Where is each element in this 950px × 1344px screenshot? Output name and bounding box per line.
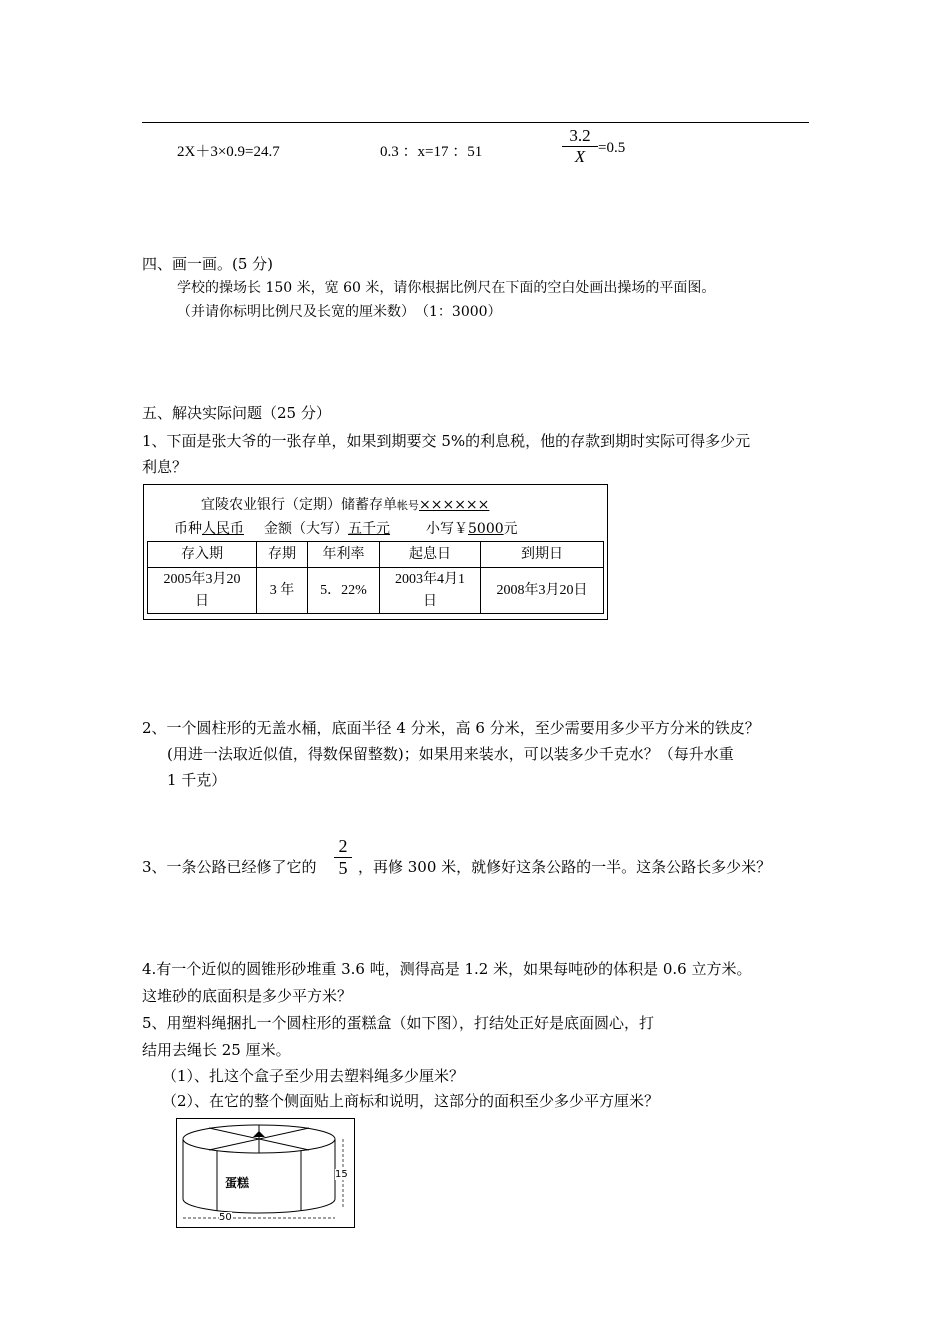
equation-3-fraction xyxy=(562,126,598,167)
section4-line2: （并请你标明比例尺及长宽的厘米数） （1：3000） xyxy=(177,304,502,320)
q2-line1: 2、一个圆柱形的无盖水桶，底面半径 4 分米，高 6 分米，至少需要用多少平方分米的铁皮？ xyxy=(142,719,760,737)
q3-post: ，再修 300 米，就修好这条公路的一半。这条公路长多少米？ xyxy=(358,858,772,876)
q2-line2: (用进一法取近似值，得数保留整数)；如果用来装水，可以装多少千克水？（每升水重 xyxy=(167,745,734,763)
q5-line1: 5、用塑料绳捆扎一个圆柱形的蛋糕盒（如下图），打结处正好是底面圆心，打 xyxy=(142,1014,655,1032)
slip-currency-value: 人民币 xyxy=(202,521,244,537)
equation-3-rest: =0.5 xyxy=(598,140,626,156)
slip-account-label: 帐号 xyxy=(397,499,419,512)
slip-amount-value: 五千元 xyxy=(348,521,390,537)
slip-rate: 5．22% xyxy=(308,568,380,614)
slip-header-cell: 起息日 xyxy=(380,542,481,568)
slip-bank-name: 宜陵农业银行（定期）储蓄存单 xyxy=(201,497,397,513)
q3-fraction xyxy=(334,836,352,879)
cake-width-label: 50 xyxy=(219,1212,232,1223)
section4-line1: 学校的操场长 150 米，宽 60 米，请你根据比例尺在下面的空白处画出操场的平面图。 xyxy=(177,280,716,296)
slip-currency-label: 币种 xyxy=(174,521,202,537)
slip-table xyxy=(147,541,604,614)
fraction-denominator: 5 xyxy=(338,858,348,878)
q5-sub2: （2）、在它的整个侧面贴上商标和说明，这部分的面积至少多少平方厘米？ xyxy=(162,1092,660,1110)
slip-small-value: 5000 xyxy=(468,521,504,537)
equation-1: 2X＋3×0.9=24.7 xyxy=(177,144,280,160)
slip-due-date: 2008年3月20日 xyxy=(481,568,604,614)
slip-account-value: ×××××× xyxy=(419,497,490,513)
slip-small-unit: 元 xyxy=(503,521,518,537)
fraction-denominator: X xyxy=(574,147,586,166)
deposit-slip xyxy=(143,484,608,620)
section4-title: 四、画一画。(5 分) xyxy=(142,255,274,273)
slip-amount-label: 金额（大写） xyxy=(264,521,348,537)
slip-header-cell: 到期日 xyxy=(481,542,604,568)
fraction-numerator: 2 xyxy=(338,836,348,856)
slip-term: 3 年 xyxy=(257,568,308,614)
top-rule xyxy=(142,122,809,123)
q3-pre: 3、一条公路已经修了它的 xyxy=(142,858,317,876)
q2-line3: 1 千克） xyxy=(167,771,227,789)
q4-line2: 这堆砂的底面积是多少平方米？ xyxy=(142,987,353,1005)
cake-cylinder-drawing xyxy=(177,1119,354,1227)
q4-line1: 4.有一个近似的圆锥形砂堆重 3.6 吨，测得高是 1.2 米，如果每吨砂的体积是 0.6 立方米。 xyxy=(142,960,752,978)
slip-header-cell: 存期 xyxy=(257,542,308,568)
q1-line1: 1、下面是张大爷的一张存单，如果到期要交 5%的利息税，他的存款到期时实际可得多少元 xyxy=(142,432,751,450)
q5-sub1: （1）、扎这个盒子至少用去塑料绳多少厘米？ xyxy=(162,1067,465,1085)
slip-start-date: 2003年4月1 日 xyxy=(380,568,481,614)
slip-header-cell: 存入期 xyxy=(148,542,257,568)
slip-deposit-date: 2005年3月20 日 xyxy=(148,568,257,614)
q1-line2: 利息？ xyxy=(142,458,188,476)
slip-small-label: 小写￥ xyxy=(426,521,468,537)
fraction-numerator: 3.2 xyxy=(569,126,591,145)
section5-title: 五、解决实际问题（25 分） xyxy=(142,404,331,422)
cake-box-figure xyxy=(176,1118,355,1228)
cake-height-label: 15 xyxy=(335,1169,348,1180)
cake-label: 蛋糕 xyxy=(225,1176,250,1190)
slip-header xyxy=(201,494,489,514)
equation-2: 0.3 ：x=17 ：51 xyxy=(380,144,483,160)
slip-header-cell: 年利率 xyxy=(308,542,380,568)
slip-amount-line xyxy=(174,518,518,538)
q5-line2: 结用去绳长 25 厘米。 xyxy=(142,1041,291,1059)
